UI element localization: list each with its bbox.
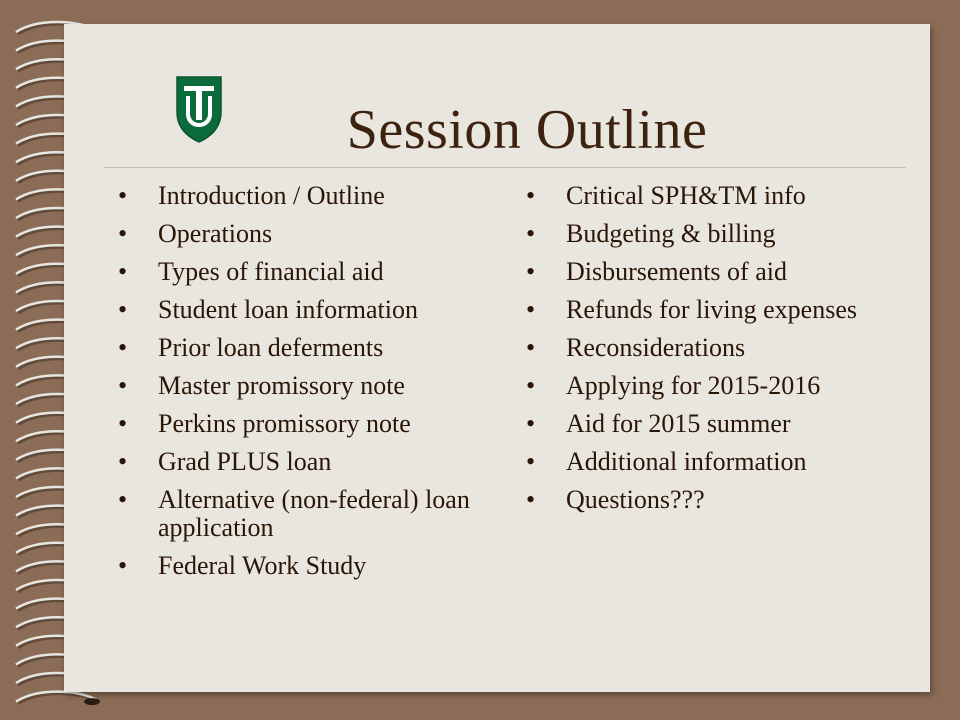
outline-item-text: Applying for 2015-2016 — [566, 371, 821, 400]
outline-item — [118, 372, 498, 400]
outline-item-text: Questions??? — [566, 485, 705, 514]
outline-item — [118, 220, 498, 248]
bullet-icon: • — [118, 295, 128, 324]
outline-item — [526, 334, 906, 362]
bullet-icon: • — [526, 181, 536, 210]
bullet-icon: • — [526, 295, 536, 324]
outline-item-text: Budgeting & billing — [566, 219, 776, 248]
left-outline-list — [118, 182, 498, 590]
bullet-icon: • — [526, 371, 536, 400]
outline-item — [118, 258, 498, 286]
outline-item-text: Grad PLUS loan — [158, 447, 332, 476]
outline-item — [118, 410, 498, 438]
outline-item-text: Prior loan deferments — [158, 333, 384, 362]
outline-item — [526, 182, 906, 210]
title-divider — [104, 167, 906, 168]
outline-item-text: Student loan information — [158, 295, 418, 324]
bullet-icon: • — [526, 219, 536, 248]
bullet-icon: • — [118, 409, 128, 438]
outline-item — [118, 552, 498, 580]
bullet-icon: • — [526, 447, 536, 476]
outline-item — [526, 220, 906, 248]
bullet-icon: • — [118, 257, 128, 286]
outline-item — [118, 486, 498, 542]
right-outline-list — [526, 182, 906, 524]
outline-item-text: Types of financial aid — [158, 257, 384, 286]
slide-title: Session Outline — [346, 99, 708, 161]
outline-item — [526, 448, 906, 476]
spiral-ring — [16, 692, 100, 706]
bullet-icon: • — [118, 219, 128, 248]
bullet-icon: • — [526, 409, 536, 438]
outline-item — [526, 258, 906, 286]
outline-item-text: Refunds for living expenses — [566, 295, 858, 324]
outline-item-text: Operations — [158, 219, 273, 248]
outline-item — [526, 486, 906, 514]
outline-item-text: Critical SPH&TM info — [566, 181, 806, 210]
bullet-icon: • — [118, 551, 128, 580]
bullet-icon: • — [526, 485, 536, 514]
outline-item — [526, 372, 906, 400]
bullet-icon: • — [118, 333, 128, 362]
outline-item-text: Perkins promissory note — [158, 409, 411, 438]
outline-item — [118, 334, 498, 362]
outline-item-text: Reconsiderations — [566, 333, 746, 362]
outline-item — [526, 410, 906, 438]
bullet-icon: • — [118, 371, 128, 400]
bullet-icon: • — [118, 181, 128, 210]
bullet-icon: • — [526, 257, 536, 286]
outline-item-text: Alternative (non-federal) loan application — [158, 485, 470, 542]
slide-page — [64, 24, 930, 692]
bullet-icon: • — [118, 447, 128, 476]
outline-item-text: Additional information — [566, 447, 807, 476]
outline-item — [526, 296, 906, 324]
outline-item-text: Introduction / Outline — [158, 181, 385, 210]
bullet-icon: • — [526, 333, 536, 362]
outline-item — [118, 448, 498, 476]
outline-item — [118, 296, 498, 324]
outline-item-text: Disbursements of aid — [566, 257, 787, 286]
outline-item-text: Federal Work Study — [158, 551, 367, 580]
outline-item-text: Aid for 2015 summer — [566, 409, 791, 438]
outline-item — [118, 182, 498, 210]
bullet-icon: • — [118, 485, 128, 514]
outline-item-text: Master promissory note — [158, 371, 405, 400]
